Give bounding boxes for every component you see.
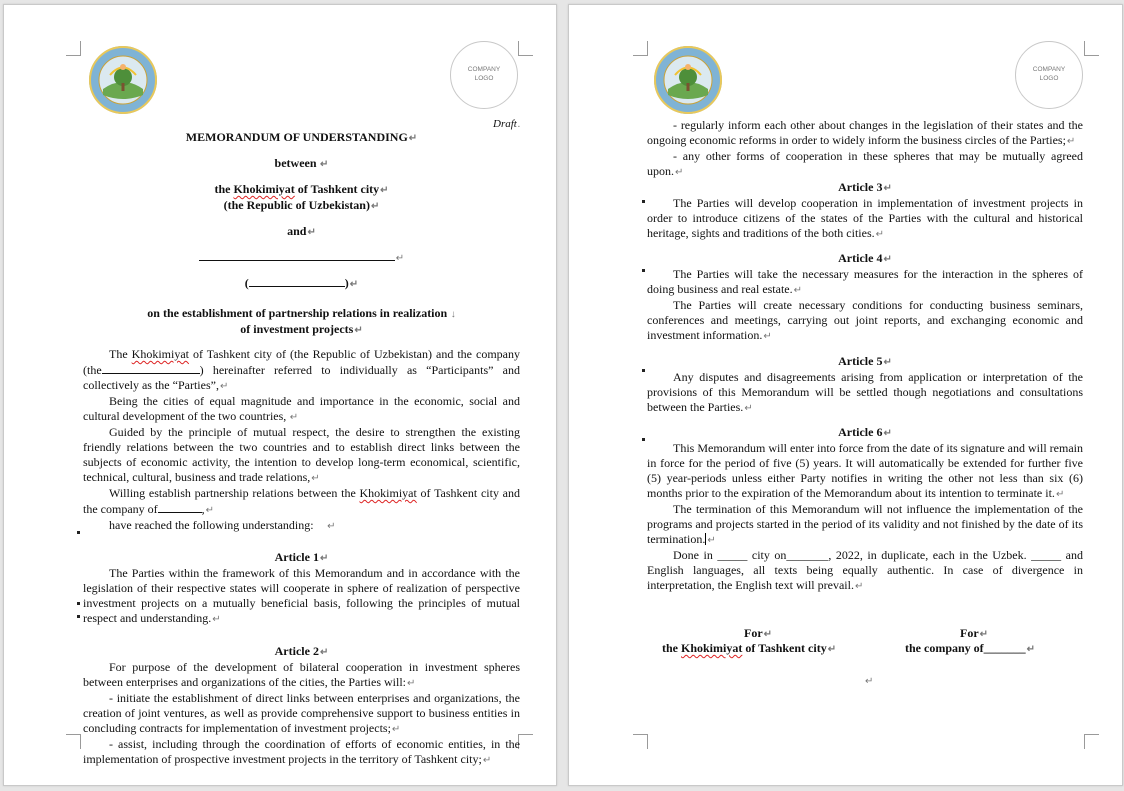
crop-mark-bottom-right (1084, 734, 1099, 749)
crop-mark-top-left (633, 41, 648, 56)
article1-title: Article 1↵ (274, 550, 329, 564)
subject-line1: on the establishment of partnership relations in realization ↓ (147, 306, 456, 320)
company-logo-text-2: LOGO (474, 75, 494, 82)
article6-paragraph-3: Done in _____ city on_______, 2022, in duplicate, each in the Uzbek. _____ and English languages, all texts being equally authentic. In case of divergence in interpretation, the English text will prevail.↵ (647, 548, 1083, 592)
crop-mark-top-right (518, 41, 533, 56)
paragraph-mark (642, 269, 645, 272)
tashkent-seal-icon (88, 45, 158, 115)
draft-label: Draft. (493, 118, 521, 130)
crop-mark-bottom-right (518, 734, 533, 749)
signature-party-left: the Khokimiyat of Tashkent city↵ (662, 641, 837, 655)
intro-paragraph-3: Guided by the principle of mutual respect, the desire to strengthen the existing friendly relations between the two countries and to establish direct links between the subjects of economic activity, the intention to develop long-term economical, scientific, technical, cultural, business and trade relations,↵ (83, 425, 520, 484)
paragraph-mark (642, 438, 645, 441)
empty-paragraph-mark: ↵ (865, 676, 874, 687)
article5-title: Article 5↵ (838, 354, 892, 368)
article5-text: Any disputes and disagreements arising from application or interpretation of the provisions of this Memorandum will be settled though negotiations and consultations between the Parties.↵ (647, 370, 1083, 414)
crop-mark-top-left (66, 41, 81, 56)
paragraph-mark (77, 602, 80, 605)
signature-for-left: For↵ (744, 626, 773, 640)
document-title: MEMORANDUM OF UNDERSTANDING↵ (185, 130, 418, 144)
article3-text: The Parties will develop cooperation in implementation of investment projects in order to introduce citizens of the states of the Parties with the cultural and historical heritage, sights and traditions of the both cities.↵ (647, 196, 1083, 240)
intro-paragraph-4: Willing establish partnership relations between the Khokimiyat of Tashkent city and the company of ,↵ (83, 486, 520, 516)
tashkent-seal-icon (653, 45, 723, 115)
company-logo-text-1: COMPANY (1032, 66, 1066, 74)
article1-text: The Parties within the framework of this Memorandum and in accordance with the legislation of their respective states will cooperate in sphere of realization of perspective investment projects on a mutually beneficial basis, following the principles of mutual respect and understanding.↵ (83, 566, 520, 625)
company-logo-placeholder (450, 41, 518, 109)
article6-title: Article 6↵ (838, 425, 892, 439)
article4-paragraph-2: The Parties will create necessary conditions for conducting business seminars, conferences and meetings, carrying out joint reports, and exchanging economic and investment information.↵ (647, 298, 1083, 342)
crop-mark-bottom-left (66, 734, 81, 749)
crop-mark-top-right (1084, 41, 1099, 56)
intro-paragraph-1: The Khokimiyat of Tashkent city of (the Republic of Uzbekistan) and the company (the ) hereinafter referred to individually as “Participants” and collectively as the “Parties”,↵ (83, 347, 520, 392)
article4-paragraph-1: The Parties will take the necessary measures for the interaction in the spheres of doing business and real estate.↵ (647, 267, 1083, 296)
party1-line1: the Khokimiyat of Tashkent city↵ (214, 182, 389, 196)
page2-body (647, 118, 1083, 594)
company-logo-text-2: LOGO (1039, 75, 1059, 82)
intro-paragraph-5: have reached the following understanding: ↵ (109, 518, 336, 532)
party2-paren-blank: ( )↵ (244, 276, 359, 290)
article2-title: Article 2↵ (274, 644, 329, 658)
document-page-2 (568, 4, 1123, 786)
article2-paragraph-2: - initiate the establishment of direct links between enterprises and organizations, the creation of joint ventures, as well as provide comprehensive support to business entities in concluding contracts for implementation of investment projects;↵ (83, 691, 520, 735)
continuation-paragraph-1: - regularly inform each other about changes in the legislation of their states and the ongoing economic reforms in order to widely inform the business circles of the Parties;↵ (647, 118, 1083, 147)
article6-paragraph-2: The termination of this Memorandum will not influence the implementation of the programs and projects started in the period of its validity and not finished by the date of its termination. ↵ (647, 502, 1083, 546)
article2-paragraph-3: - assist, including through the coordination of efforts of economic entities, in the implementation of prospective investment projects in the territory of Tashkent city;↵ (83, 737, 520, 766)
between-label: between ↵ (274, 156, 329, 170)
document-page-1 (3, 4, 557, 786)
and-label: and↵ (287, 224, 316, 238)
intro-paragraph-2: Being the cities of equal magnitude and importance in the economic, social and cultural development of the two countries, ↵ (83, 394, 520, 423)
signature-party-right: the company of_______↵ (905, 641, 1036, 655)
page1-body (83, 130, 520, 768)
paragraph-mark (77, 531, 80, 534)
article3-title: Article 3↵ (838, 180, 892, 194)
continuation-paragraph-2: - any other forms of cooperation in these spheres that may be mutually agreed upon.↵ (647, 149, 1083, 178)
article6-paragraph-1: This Memorandum will enter into force from the date of its signature and will remain in force for the period of five (5) years. It will automatically be extended for further five (5) year-periods unless either Party notifies in writing the other not less than six (6) months prior to the expiration of the Memorandum about its intention to terminate it.↵ (647, 441, 1083, 500)
party1-line2: (the Republic of Uzbekistan)↵ (223, 198, 380, 212)
paragraph-mark (642, 369, 645, 372)
article4-title: Article 4↵ (838, 251, 892, 265)
signature-for-right: For↵ (960, 626, 989, 640)
crop-mark-bottom-left (633, 734, 648, 749)
paragraph-mark (77, 615, 80, 618)
subject-line2: of investment projects↵ (240, 322, 363, 336)
paragraph-mark (642, 200, 645, 203)
company-logo-placeholder (1015, 41, 1083, 109)
company-logo-text-1: COMPANY (467, 66, 501, 74)
party2-blank-line: ↵ (83, 249, 520, 266)
article2-paragraph-1: For purpose of the development of bilateral cooperation in investment spheres between enterprises and organizations of the cities, the Parties will:↵ (83, 660, 520, 689)
